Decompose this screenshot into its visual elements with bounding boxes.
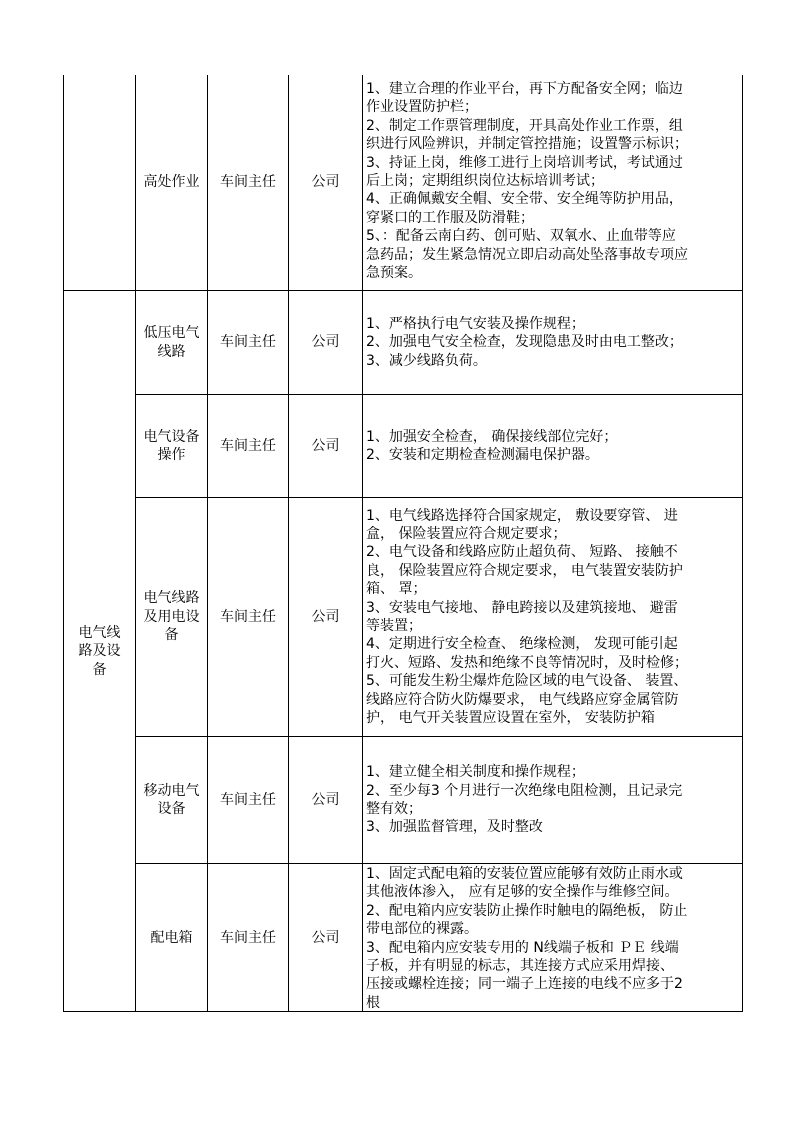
responsible-person-cell [207, 863, 288, 1012]
measure-line: 盒， 保险装置应符合规定要求； [366, 525, 567, 542]
hazard-item-cell-text: 电气设备操作 [143, 428, 200, 463]
measure-line: 2、加强电气安全检查，发现隐患及时由电工整改； [366, 334, 683, 351]
table-bottom-border [63, 1011, 743, 1012]
responsible-person-cell [207, 394, 288, 497]
measure-line: 1、严格执行电气安装及操作规程； [366, 315, 585, 332]
hazard-item-cell [135, 736, 207, 863]
responsible-person-cell [207, 736, 288, 863]
measure-line: 1、建立健全相关制度和操作规程； [366, 764, 585, 781]
hazard-item-cell-text: 低压电气线路 [143, 325, 200, 360]
measure-line: 2、配电箱内应安装防止操作时触电的隔绝板， 防止 [366, 902, 688, 919]
control-measures-text [366, 76, 688, 282]
hazard-item-cell-text: 高处作业 [143, 174, 200, 191]
responsible-unit-cell-text: 公司 [311, 437, 340, 454]
hazard-item-cell-text: 配电箱 [150, 929, 193, 946]
category-label: 电气线路及设备 [78, 624, 121, 678]
measure-line: 2、电气设备和线路应防止超负荷、 短路、 接触不 [366, 544, 678, 561]
responsible-unit-cell [288, 290, 362, 394]
measure-line: 线路应符合防火防爆要求， 电气线路应穿金属管防 [366, 691, 679, 708]
responsible-person-cell [207, 290, 288, 394]
control-measures-cell [362, 290, 743, 394]
measure-line: 良， 保险装置应符合规定要求， 电气装置安装防护 [366, 562, 683, 579]
measure-line: 4、正确佩戴安全帽、安全带、安全绳等防护用品， [366, 191, 683, 208]
control-measures-cell [362, 736, 743, 863]
hazard-item-cell-text: 移动电气设备 [143, 782, 200, 817]
measure-line: 1、加强安全检查， 确保接线部位完好； [366, 428, 618, 445]
responsible-unit-cell-text: 公司 [311, 791, 340, 808]
hazard-item-cell [135, 497, 207, 736]
control-measures-text [366, 763, 682, 837]
responsible-person-cell-text: 车间主任 [220, 437, 276, 454]
measure-line: 5、：配备云南白药、创可贴、双氧水、止血带等应 [366, 228, 676, 245]
measure-line: 2、安装和定期检查检测漏电保护器。 [366, 447, 599, 463]
responsible-person-cell-text: 车间主任 [220, 608, 276, 625]
measure-line: 带电部位的裸露。 [366, 921, 478, 938]
responsible-unit-cell-text: 公司 [311, 608, 340, 625]
control-measures-text [366, 428, 617, 465]
control-measures-text [366, 507, 688, 728]
control-measures-cell [362, 497, 743, 736]
measure-line: 3、配电箱内应安装专用的 N线端子板和 ＰＥ 线端 [366, 939, 679, 956]
responsible-person-cell-text: 车间主任 [220, 929, 276, 946]
control-measures-cell [362, 75, 743, 290]
hazard-item-cell-text: 电气线路及用电设备 [143, 590, 200, 644]
measure-line: 根 [366, 994, 380, 1011]
responsible-unit-cell [288, 497, 362, 736]
responsible-person-cell-text: 车间主任 [220, 334, 276, 351]
hazard-item-cell [135, 863, 207, 1012]
hazard-item-cell [135, 394, 207, 497]
measure-line: 3、持证上岗，维修工进行上岗培训考试，考试通过 [366, 154, 683, 171]
measure-line: 打火、短路、发热和绝缘不良等情况时，及时检修； [366, 654, 688, 671]
responsible-person-cell [207, 497, 288, 736]
measure-line: 3、加强监督管理，及时整改 [366, 819, 543, 836]
measure-line: 急药品；发生紧急情况立即启动高处坠落事故专项应 [366, 246, 688, 263]
hazard-item-cell [135, 290, 207, 394]
responsible-person-cell [207, 75, 288, 290]
responsible-unit-cell-text: 公司 [311, 334, 340, 351]
measure-line: 1、固定式配电箱的安装位置应能够有效防止雨水或 [366, 866, 683, 882]
measure-line: 3、减少线路负荷。 [366, 352, 487, 369]
measure-line: 子板，并有明显的标志，其连接方式应采用焊接、 [366, 958, 674, 975]
responsible-unit-cell [288, 75, 362, 290]
measure-line: 织进行风险辨识，并制定管控措施；设置警示标识； [366, 136, 688, 153]
control-measures-cell [362, 863, 743, 1012]
measure-line: 2、至少每3 个月进行一次绝缘电阻检测，且记录完 [366, 782, 683, 799]
measure-line: 2、制定工作票管理制度，开具高处作业工作票，组 [366, 117, 683, 134]
category-cell [63, 290, 135, 1012]
measure-line: 后上岗；定期组织岗位达标培训考试； [366, 173, 604, 190]
measure-line: 急预案。 [366, 265, 422, 282]
responsible-person-cell-text: 车间主任 [220, 791, 276, 808]
measure-line: 作业设置防护栏； [366, 99, 478, 116]
responsible-person-cell-text: 车间主任 [220, 174, 276, 191]
responsible-unit-cell-text: 公司 [311, 174, 340, 191]
measure-line: 4、定期进行安全检查、 绝缘检测， 发现可能引起 [366, 636, 678, 653]
measure-line: 护， 电气开关装置应设置在室外， 安装防护箱 [366, 710, 655, 727]
measure-line: 1、建立合理的作业平台，再下方配备安全网；临边 [366, 81, 683, 97]
measure-line: 1、电气线路选择符合国家规定， 敷设要穿管、 进 [366, 507, 678, 524]
measure-line: 压接或螺栓连接；同一端子上连接的电线不应多于2 [366, 976, 683, 993]
measure-line: 5、可能发生粉尘爆炸危险区域的电气设备、 装置、 [366, 673, 688, 690]
measure-line: 箱、 罩； [366, 581, 427, 598]
control-measures-cell [362, 394, 743, 497]
measure-line: 3、安装电气接地、 静电跨接以及建筑接地、 避雷 [366, 599, 678, 616]
responsible-unit-cell [288, 736, 362, 863]
measure-line: 整有效； [366, 801, 422, 817]
responsible-unit-cell [288, 394, 362, 497]
measure-line: 其他液体渗入， 应有足够的安全操作与维修空间。 [366, 884, 679, 901]
measure-line: 穿紧口的工作服及防滑鞋； [366, 209, 534, 226]
responsible-unit-cell [288, 863, 362, 1012]
measure-line: 等装置； [366, 618, 422, 634]
category-cell-empty [63, 75, 135, 290]
control-measures-text [366, 865, 687, 1012]
hazard-item-cell [135, 75, 207, 290]
control-measures-text [366, 315, 683, 370]
responsible-unit-cell-text: 公司 [311, 929, 340, 946]
